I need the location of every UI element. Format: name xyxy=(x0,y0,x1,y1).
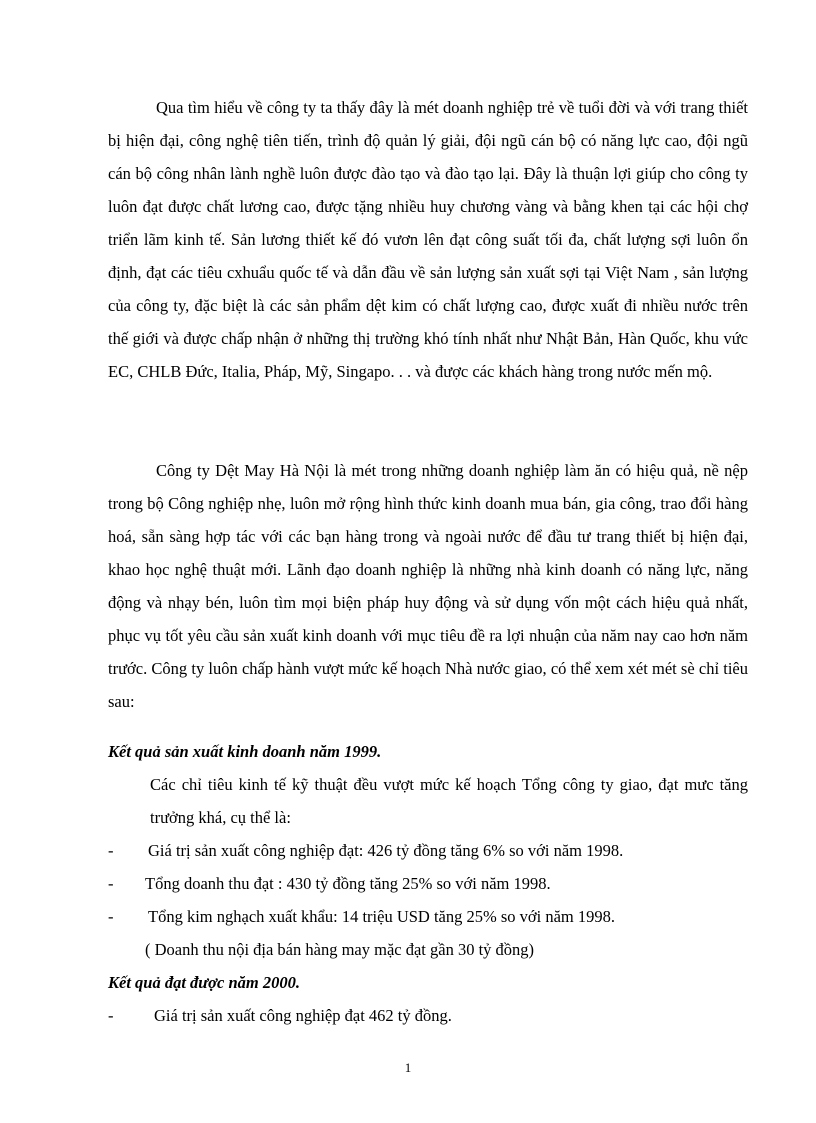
heading-results-2000: Kết quả đạt được năm 2000. xyxy=(108,973,300,992)
list-item-text: Tổng doanh thu đạt : 430 tỷ đồng tăng 25% so với năm 1998. xyxy=(145,874,551,893)
note-domestic-revenue: ( Doanh thu nội địa bán hàng may mặc đạt gần 30 tỷ đồng) xyxy=(145,940,535,959)
intro-results-1999: Các chỉ tiêu kinh tế kỹ thuật đều vượt mức kế hoạch Tổng công ty giao, đạt mưc tăng trưởng khá, cụ thể là: xyxy=(150,775,748,827)
paragraph-company-business: Công ty Dệt May Hà Nội là mét trong những doanh nghiệp làm ăn có hiệu quả, nề nệp trong bộ Công nghiệp nhẹ, luôn mở rộng hình thức kinh doanh mua bán, gia công, trao đổi hàng hoá, sẵn sàng hợp tác với các bạn hàng trong và ngoài nước để đầu tư trang thiết bị hiện đại, khao học nghệ thuật mới. Lãnh đạo doanh nghiệp là những nhà kinh doanh có năng lực, năng động và nhạy bén, luôn tìm mọi biện pháp huy động và sử dụng vốn một cách hiệu quả nhất, phục vụ tốt yêu cầu sản xuất kinh doanh với mục tiêu đề ra lợi nhuận của năm nay cao hơn năm trước. Công ty luôn chấp hành vượt mức kế hoạch Nhà nước giao, có thể xem xét mét sè chỉ tiêu sau: xyxy=(108,461,748,711)
bullet-marker: - xyxy=(108,1006,114,1025)
list-item-text: Tổng kim nghạch xuất khẩu: 14 triệu USD tăng 25% so với năm 1998. xyxy=(148,907,615,926)
heading-results-1999: Kết quả sản xuất kinh doanh năm 1999. xyxy=(108,742,382,761)
bullet-marker: - xyxy=(108,841,114,860)
bullet-marker: - xyxy=(108,874,114,893)
page-number: 1 xyxy=(404,1060,412,1075)
bullet-marker: - xyxy=(108,907,114,926)
list-item-text: Giá trị sản xuất công nghiệp đạt 462 tỷ đồng. xyxy=(154,1006,452,1025)
list-item-text: Giá trị sản xuất công nghiệp đạt: 426 tỷ đồng tăng 6% so với năm 1998. xyxy=(148,841,624,860)
paragraph-company-overview: Qua tìm hiểu về công ty ta thấy đây là mét doanh nghiệp trẻ về tuổi đời và với trang thiết bị hiện đại, công nghệ tiên tiến, trình độ quản lý giải, đội ngũ cán bộ có năng lực cao, đội ngũ cán bộ công nhân lành nghề luôn được đào tạo và đào tạo lại. Đây là thuận lợi giúp cho công ty luôn đạt được chất lương cao, được tặng nhiều huy chương vàng và bằng khen tại các hội chợ triển lãm kinh tế. Sản lương thiết kế đó vươn lên đạt công suất tối đa, chất lượng sợi luôn ổn định, đạt các tiêu cxhuẩu quốc tế và dẫn đầu về sản lượng sản xuất sợi tại Việt Nam , sản lượng của công ty, đặc biệt là các sản phẩm dệt kim có chất lượng cao, được xuất đi nhiều nước trên thế giới và được chấp nhận ở những thị trường khó tính nhất như Nhật Bản, Hàn Quốc, khu vức EC, CHLB Đức, Italia, Pháp, Mỹ, Singapo. . . và được các khách hàng trong nước mến mộ. xyxy=(108,98,748,381)
